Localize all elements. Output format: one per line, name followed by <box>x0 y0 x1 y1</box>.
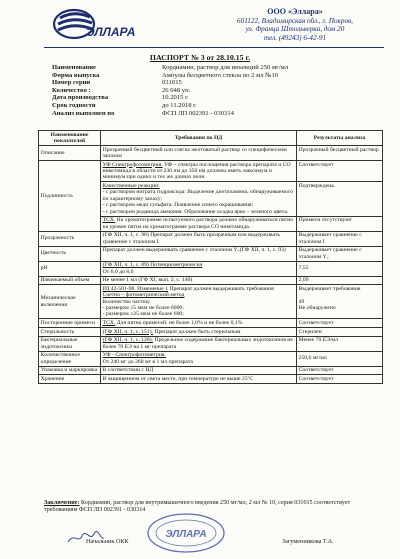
indicator-cell: Прозрачность <box>39 231 101 246</box>
column-header: Наименование показателей <box>39 131 101 146</box>
table-header-row <box>39 131 383 146</box>
table-row <box>39 276 383 285</box>
requirement-cell <box>101 328 297 337</box>
indicator-cell: Извлекаемый объем <box>39 276 101 285</box>
info-label: Форма выпуска <box>52 71 100 79</box>
requirement-line: - размером ≥25 мкм не более 600; <box>102 311 184 318</box>
info-value: до 11.2018 г. <box>162 101 197 109</box>
table-row <box>39 319 383 328</box>
info-row <box>52 94 382 102</box>
table-row <box>39 328 383 337</box>
company-stamp <box>146 512 226 554</box>
table-row <box>39 231 383 246</box>
info-label: Дата производства <box>52 94 109 102</box>
info-row <box>52 72 382 80</box>
requirement-cell <box>101 216 297 231</box>
indicator-cell: Механические включения <box>39 285 101 319</box>
info-value: Кордиамин, раствор для инъекций 250 мг/мл <box>162 64 289 71</box>
logo-text: ЭЛЛАРА <box>86 25 136 39</box>
indicator-cell: Количественное определение <box>39 351 101 366</box>
info-label: Номер серии <box>52 79 91 87</box>
info-value: Ампулы бесцветного стекла по 2 мл №10 <box>162 71 279 79</box>
info-row <box>52 79 382 87</box>
result-cell: Соответствует <box>297 366 383 375</box>
info-value: 10.2015 г. <box>162 94 189 102</box>
address-line: 601122, Владимирская обл., г. Покров, <box>237 16 353 25</box>
table-row <box>39 336 383 351</box>
indicator-cell: Упаковка и маркировка <box>39 366 101 375</box>
method-title: ТСХ. <box>102 320 116 327</box>
requirement-cell <box>101 285 297 319</box>
method-title: ТСХ. <box>102 217 116 224</box>
requirement-cell: (ГФ XII, ч. 1, с. 98) Препарат должен быть прозрачным или выдерживать сравнение с эталоном I. <box>101 231 297 246</box>
requirement-cell: В защищенном от света месте, при температуре не выше 25ºC <box>101 375 297 384</box>
method-name: Счетно – фотометрический метод <box>102 292 185 299</box>
indicator-cell: Стерильность <box>39 328 101 337</box>
requirement-line: - с раствором роданида аммония. Образование осадка ярко – зеленого цвета. <box>102 208 289 215</box>
requirement-cell: В соответствии с НД <box>101 366 297 375</box>
stamp-text: ЭЛЛАРА <box>165 529 207 540</box>
table-row <box>39 285 383 319</box>
product-info <box>52 64 382 117</box>
result-cell: Соответствует <box>297 319 383 328</box>
table-row <box>39 161 383 182</box>
info-label: Наименование <box>52 64 96 71</box>
requirement-line: - с раствором меди сульфата. Появление синего окрашивания; <box>102 202 254 209</box>
method-title: УФ Спектрофотометрия. <box>102 161 163 168</box>
requirement-line: - размером ≥5 мкм не более 6000; <box>102 305 184 312</box>
conclusion-text: Кордиамин, раствор для внутримышечного введения 250 мг/мл, 2 мл № 10, серия 031015 соответствует требованиям ФСП ЛП 002391 - 030314 <box>44 500 351 513</box>
requirement-text: На хроматограмме испытуемого раствора должно обнаруживаться пятно на уровне пятна на хроматограмме раствора СО никетамида. <box>102 217 294 230</box>
result-cell: 2,09 <box>297 276 383 285</box>
document-title: ПАСПОРТ № 3 от 28.10.15 г. <box>149 53 251 62</box>
column-header: Требования по НД <box>101 131 297 146</box>
table-row <box>39 261 383 276</box>
result-cell: Соответствует <box>297 161 383 182</box>
indicator-cell: Хранение <box>39 375 101 384</box>
info-row <box>52 64 382 72</box>
result-cell: Менее 70 ЕЭ/мл <box>297 336 383 351</box>
info-value: ФСП ЛП 002391 - 030314 <box>162 109 234 117</box>
method-title: (ГФ XII, ч. 1, с. 89) Потенциометрически <box>102 262 203 269</box>
company-logo <box>52 8 172 42</box>
result-cell: 250,6 мг/мл <box>297 351 383 366</box>
indicator-cell: Подлинность <box>39 161 101 232</box>
requirement-text: Предельное содержание бактериальных эндотоксинов не более 70 ЕЭ на 1 мг препарата <box>102 337 293 350</box>
requirement-cell: Не менее 1 мл (ГФ XI, вып. 2, с. 140) <box>101 276 297 285</box>
header-divider <box>44 47 384 48</box>
requirement-line: Количество частиц: <box>102 298 151 305</box>
indicator-cell: Бактериальные эндотоксины <box>39 336 101 351</box>
signer-name: Загуменникова Т.А. <box>282 538 334 545</box>
requirement-cell <box>101 319 297 328</box>
table-row <box>39 366 383 375</box>
info-row <box>52 110 382 118</box>
method-title: (ГФ XII, ч. 1, с. 128). <box>102 337 154 344</box>
company-name: ООО «Эллара» <box>267 7 323 16</box>
requirement-text: От 6,0 до 8,0 <box>102 268 134 275</box>
indicator-cell: Описание <box>39 146 101 161</box>
specification-table <box>38 130 383 384</box>
result-cell: Прозрачный бесцветный раствор <box>297 146 383 161</box>
requirement-cell <box>101 261 297 276</box>
table-row <box>39 375 383 384</box>
result-cell: Стерилен <box>297 328 383 337</box>
info-label: Количество : <box>52 86 91 94</box>
method-title: Качественные реакции: <box>102 183 160 189</box>
table-row <box>39 246 383 261</box>
info-label: Срок годности <box>52 101 96 109</box>
address-line: ул. Франца Штольверка, дом 20 <box>245 25 345 34</box>
indicator-cell: Посторонние примеси <box>39 319 101 328</box>
address-line: тел. (49243) 6-42-91 <box>263 33 327 42</box>
result-cell: Примеси отсутствуют <box>297 216 383 231</box>
requirement-line: - с раствором нитрата гидроксида: Выделение диэтиламина, обнаруживаемого по характерному запаху; <box>102 189 293 202</box>
indicator-cell: pH <box>39 261 101 276</box>
requirement-cell: Прозрачный бесцветный или слегка желтоватый раствор со специфическим запахом <box>101 146 297 161</box>
result-line: Не обнаружено <box>298 305 336 312</box>
result-cell: Выдерживает сравнение с эталоном I <box>297 231 383 246</box>
requirement-cell <box>101 336 297 351</box>
conclusion-label: Заключение: <box>44 500 80 506</box>
signer-role: Начальник ОКК <box>86 538 129 545</box>
column-header: Результаты анализа <box>297 131 383 146</box>
result-cell: Выдерживает сравнение с эталоном Y₇ <box>297 246 383 261</box>
company-address <box>200 8 390 42</box>
method-title: УФ - Спектрофотометрия. <box>102 352 166 359</box>
result-cell: Соответствует <box>297 375 383 384</box>
info-value: 031015 <box>162 79 182 87</box>
info-row <box>52 87 382 95</box>
table-row <box>39 146 383 161</box>
result-line: 49 <box>298 298 305 305</box>
requirement-cell <box>101 161 297 182</box>
result-cell: 7,55 <box>297 261 383 276</box>
method-title: (ГФ XII, ч. 1, с. 151). <box>102 328 154 335</box>
requirement-cell: Препарат должен выдерживать сравнение с эталоном Y₇(ГФ XII, ч. 1, с. 93) <box>101 246 297 261</box>
requirement-cell <box>101 182 297 216</box>
requirement-cell <box>101 351 297 366</box>
method-title: РД 42-501-98. Изменение 1 <box>102 285 169 292</box>
requirement-text: Для пятна примесей: не более 1,0% и не более 0,1% <box>115 320 243 327</box>
requirement-text: Препарат должен выдерживать требования <box>168 285 274 292</box>
result-line: Выдерживает требования <box>298 285 361 292</box>
result-cell <box>297 285 383 319</box>
info-value: 26 048 уп. <box>162 86 191 94</box>
table-row <box>39 351 383 366</box>
indicator-cell: Цветность <box>39 246 101 261</box>
requirement-text: УФ – спектры поглощения раствора препарата и СО никетамида в области от 230 нм до 350 нм должны иметь максимум и минимум при одних и тех же длинах волн. <box>102 161 291 181</box>
requirement-text: Препарат должен быть стерильным <box>153 328 241 335</box>
result-cell: Подтверждена. <box>297 182 383 216</box>
info-label: Анализ выполнен по <box>52 109 115 117</box>
requirement-text: От 240 мг до 260 мг в 1 мл препарата <box>102 358 193 365</box>
info-row <box>52 102 382 110</box>
